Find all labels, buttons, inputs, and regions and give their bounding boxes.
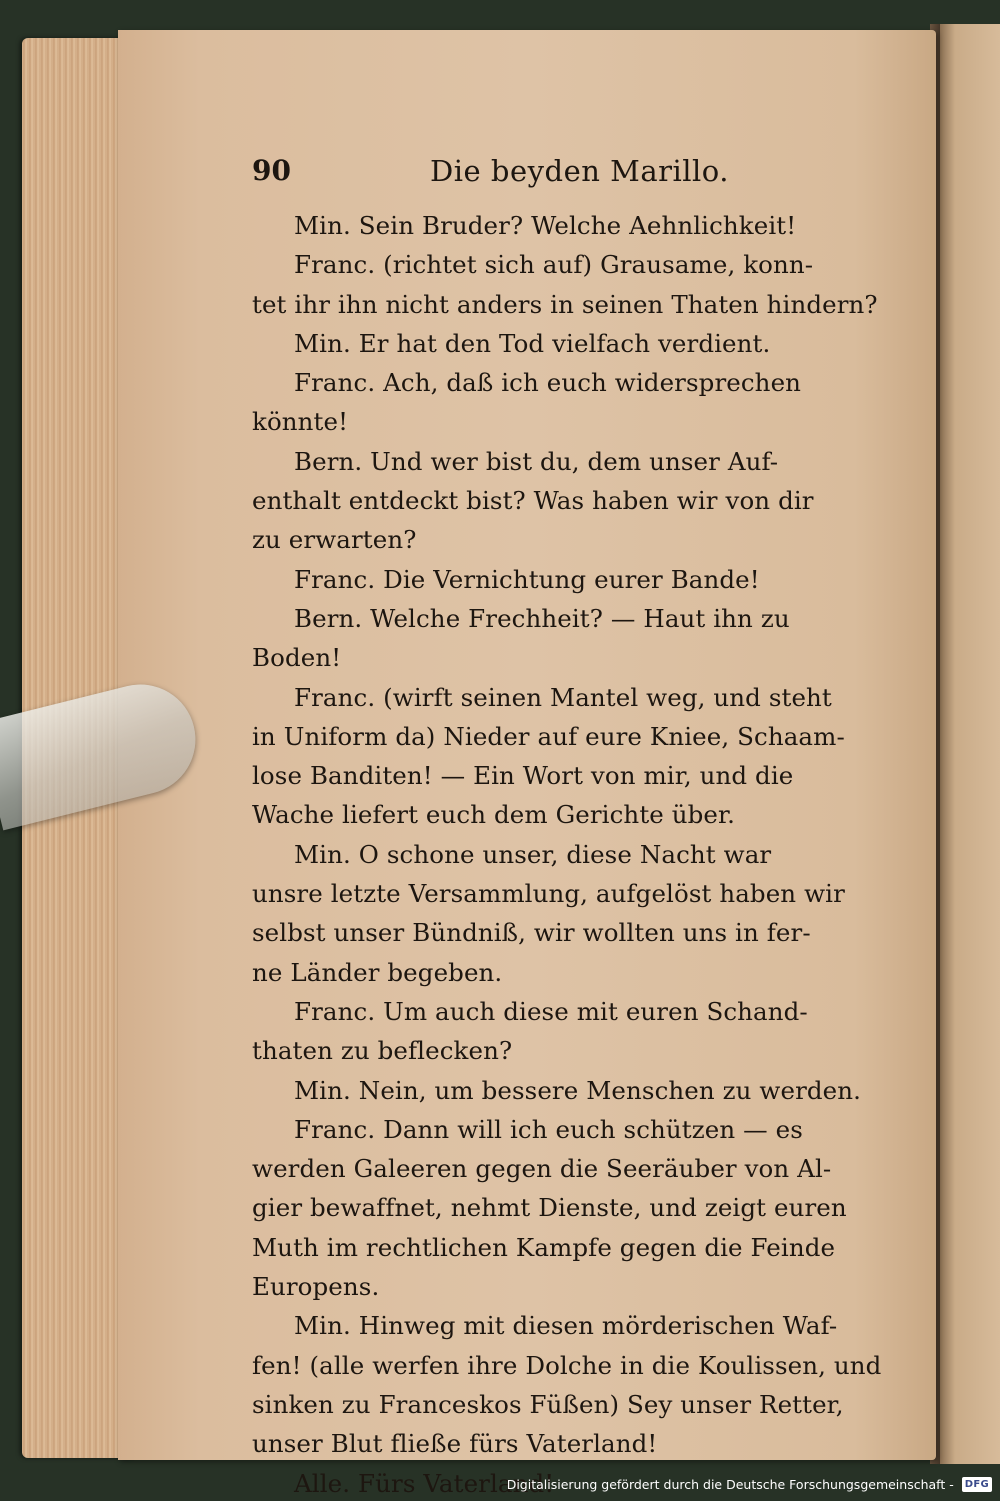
text-line: Min. Er hat den Tod vielfach verdient.: [294, 328, 771, 358]
text-line: Min. Sein Bruder? Welche Aehnlichkeit!: [294, 211, 797, 240]
text-line: könnte!: [252, 407, 349, 437]
text-line: enthalt entdeckt bist? Was haben wir von dir: [252, 486, 814, 516]
text-line: Wache liefert euch dem Gerichte über.: [252, 800, 736, 830]
text-line: Franc. Um auch diese mit euren Schand-: [294, 996, 808, 1026]
text-line: werden Galeeren gegen die Seeräuber von Al-: [252, 1154, 832, 1184]
text-line: gier bewaffnet, nehmt Dienste, und zeigt euren: [252, 1193, 847, 1223]
text-line: Europens.: [252, 1272, 380, 1302]
text-line: Alle. Fürs Vaterland!: [294, 1468, 555, 1498]
text-line: Franc. Ach, daß ich euch widersprechen: [294, 368, 802, 398]
digitization-footer: [507, 1473, 992, 1495]
text-line: Min. Hinweg mit diesen mörderischen Waf-: [294, 1311, 838, 1341]
text-line: selbst unser Bündniß, wir wollten uns in fer-: [252, 918, 811, 948]
text-line: Franc. Dann will ich euch schützen — es: [294, 1114, 803, 1144]
text-line: Boden!: [252, 643, 342, 673]
page-header: [252, 150, 912, 206]
body-text: [252, 206, 912, 1501]
text-line: Min. O schone unser, diese Nacht war: [294, 839, 772, 869]
text-line: Franc. Die Vernichtung eurer Bande!: [294, 564, 760, 594]
text-line: thaten zu beflecken?: [252, 1036, 513, 1066]
text-line: Bern. Welche Frechheit? — Haut ihn zu: [294, 603, 790, 633]
text-line: in Uniform da) Nieder auf eure Kniee, Schaam-: [252, 721, 845, 751]
text-line: fen! (alle werfen ihre Dolche in die Koulissen, und: [252, 1350, 882, 1380]
text-line: ne Länder begeben.: [252, 957, 503, 987]
text-line: Bern. Und wer bist du, dem unser Auf-: [294, 446, 779, 476]
text-line: unser Blut fließe fürs Vaterland!: [252, 1429, 658, 1459]
text-line: Franc. (wirft seinen Mantel weg, und steht: [294, 682, 832, 712]
page-number: 90: [252, 154, 291, 187]
funding-note: Digitalisierung gefördert durch die Deutsche Forschungsgemeinschaft -: [506, 1476, 954, 1492]
text-line: Muth im rechtlichen Kampfe gegen die Feinde: [252, 1232, 836, 1262]
facing-page: [940, 24, 1000, 1464]
text-line: unsre letzte Versammlung, aufgelöst haben wir: [252, 879, 845, 909]
text-line: sinken zu Franceskos Füßen) Sey unser Retter,: [252, 1389, 844, 1419]
text-line: lose Banditen! — Ein Wort von mir, und die: [252, 761, 794, 791]
text-line: zu erwarten?: [252, 525, 417, 555]
dfg-logo: DFG: [962, 1477, 992, 1492]
text-line: Franc. (richtet sich auf) Grausame, konn-: [294, 250, 814, 280]
running-title: Die beyden Marillo.: [430, 154, 729, 188]
text-line: tet ihr ihn nicht anders in seinen Thaten hindern?: [252, 289, 878, 319]
text-line: Min. Nein, um bessere Menschen zu werden.: [294, 1075, 862, 1105]
page-text-block: [252, 150, 912, 1501]
